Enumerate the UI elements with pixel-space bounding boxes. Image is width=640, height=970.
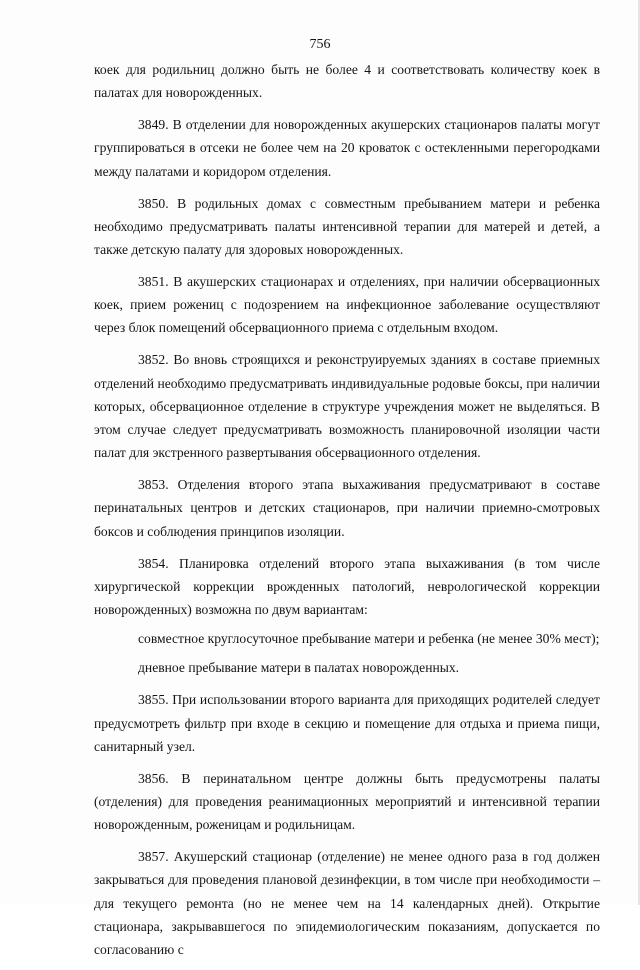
document-body (94, 58, 600, 970)
paragraph-3849: 3849. В отделении для новорожденных акушерских стационаров палаты могут группироваться в отсеки не более чем на 20 кроваток с остекленными перегородками между палатами и коридором отделения. (94, 117, 600, 179)
variant-item-1: совместное круглосуточное пребывание матери и ребенка (не менее 30% мест); (138, 631, 600, 647)
paragraph-3854: 3854. Планировка отделений второго этапа выхаживания (в том числе хирургической коррекции врожденных патологий, неврологической коррекции новорожденных) возможна по двум вариантам: (94, 555, 600, 618)
paragraph-continuation: коек для родильниц должно быть не более 4 и соответствовать количеству коек в палатах для новорожденных. (94, 62, 600, 101)
variant-item-2: дневное пребывание матери в палатах новорожденных. (138, 660, 460, 676)
paragraph-3857: 3857. Акушерский стационар (отделение) не менее одного раза в год должен закрываться для проведения плановой дезинфекции, в том числе при необходимости – для текущего ремонта (но не менее чем на 14 календарных дней). Открытие стационара, закрывавшегося по эпидемиологическим показаниям, допускается по согласованию с (94, 849, 600, 958)
paragraph-3852: 3852. Во вновь строящихся и реконструируемых зданиях в составе приемных отделений необходимо предусматривать индивидуальные родовые боксы, при наличии которых, обсервационное отделение в структуре учреждения может не выделяться. В этом случае следует предусматривать возможность планировочной изоляции части палат для экстренного развертывания обсервационного отделения. (94, 352, 600, 461)
page-number: 756 (309, 37, 331, 52)
paragraph-3856: 3856. В перинатальном центре должны быть предусмотрены палаты (отделения) для проведения реанимационных мероприятий и интенсивной терапии новорожденным, роженицам и родильницам. (94, 770, 600, 833)
paragraph-3851: 3851. В акушерских стационарах и отделениях, при наличии обсервационных коек, прием рожениц с подозрением на инфекционное заболевание осуществляют через блок помещений обсервационного приема с отдельным входом. (94, 274, 600, 336)
paragraph-3850: 3850. В родильных домах с совместным пребыванием матери и ребенка необходимо предусматривать палаты интенсивной терапии для матерей и детей, а также детскую палату для здоровых новорожденных. (94, 195, 600, 258)
paragraph-3855: 3855. При использовании второго варианта для приходящих родителей следует предусмотреть фильтр при входе в секцию и помещение для отдыха и приема пищи, санитарный узел. (94, 692, 600, 754)
paragraph-3853: 3853. Отделения второго этапа выхаживания предусматривают в составе перинатальных центров и детских стационаров, при наличии приемно-смотровых боксов и соблюдения принципов изоляции. (94, 477, 600, 539)
